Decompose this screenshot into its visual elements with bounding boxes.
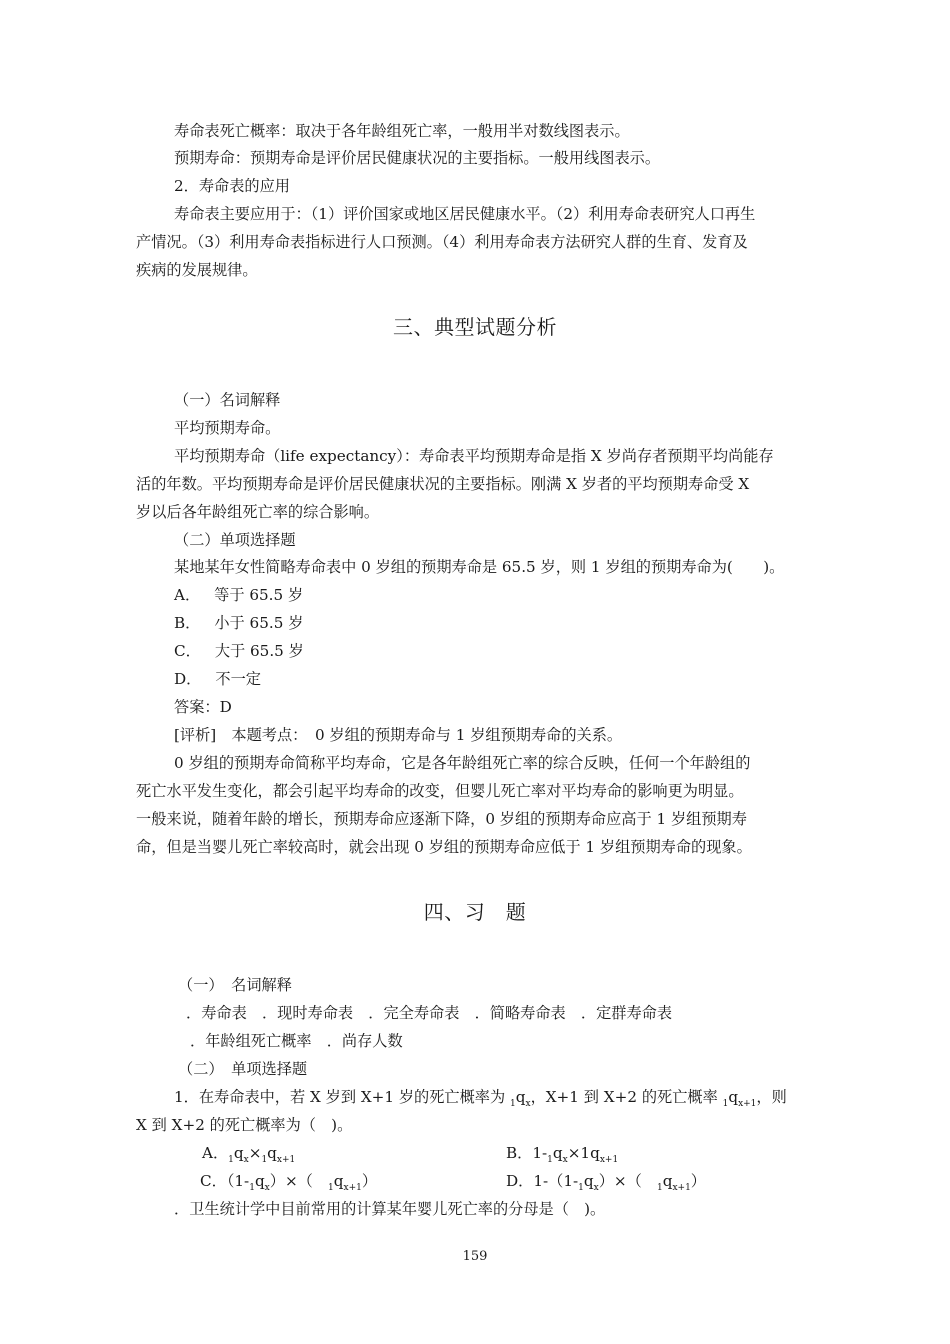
option-a: A． 等于 65.5 岁 <box>174 586 304 604</box>
question: X 到 X+2 的死亡概率为（ )。 <box>136 1116 353 1134</box>
term-list: ．寿命表 ．现时寿命表 ．完全寿命表 ．简略寿命表 ．定群寿命表 <box>186 1004 672 1022</box>
question: 1．在寿命表中，若 X 岁到 X+1 岁的死亡概率为 $_1q_x$，X+1 到 X+2 的死亡概率 $_1q_{x+1}$，则 <box>174 1088 787 1109</box>
definition: 岁以后各年龄组死亡率的综合影响。 <box>136 503 379 521</box>
page-number: 159 <box>462 1249 488 1264</box>
subsection-title: （一）名词解释 <box>174 391 281 409</box>
term-list: ．年龄组死亡概率 ．尚存人数 <box>190 1032 403 1050</box>
option-d: D．$1-(1-_1q_x)\times$（ $_1q_{x+1}$） <box>506 1172 706 1193</box>
definition: 活的年数。平均预期寿命是评价居民健康状况的主要指标。刚满 X 岁者的平均预期寿命受 X <box>136 475 750 493</box>
option-a: A．$_1q_x\times_1q_{x+1}$ <box>202 1144 296 1165</box>
option-d: D． 不一定 <box>174 670 261 688</box>
explanation: 命，但是当婴儿死亡率较高时，就会出现 0 岁组的预期寿命应低于 1 岁组预期寿命的现象。 <box>136 838 752 856</box>
paragraph: 产情况。（3）利用寿命表指标进行人口预测。（4）利用寿命表方法研究人群的生育、发育及 <box>136 233 748 251</box>
subsection-title: （二） 单项选择题 <box>178 1060 308 1078</box>
paragraph: 预期寿命：预期寿命是评价居民健康状况的主要指标。一般用线图表示。 <box>174 149 660 167</box>
paragraph: 寿命表死亡概率：取决于各年龄组死亡率，一般用半对数线图表示。 <box>174 122 630 140</box>
section-title: 四、习 题 <box>423 900 527 924</box>
question: ．卫生统计学中目前常用的计算某年婴儿死亡率的分母是（ )。 <box>174 1200 606 1218</box>
subsection-title: （一） 名词解释 <box>178 976 292 994</box>
subsection-title: （二）单项选择题 <box>174 531 296 549</box>
section-title: 三、典型试题分析 <box>393 315 557 339</box>
term: 平均预期寿命。 <box>174 419 281 437</box>
paragraph: 疾病的发展规律。 <box>136 261 258 279</box>
question: 某地某年女性简略寿命表中 0 岁组的预期寿命是 65.5 岁，则 1 岁组的预期寿命为( )。 <box>174 558 785 576</box>
paragraph: 寿命表主要应用于：（1）评价国家或地区居民健康水平。（2）利用寿命表研究人口再生 <box>174 205 756 223</box>
explanation: 死亡水平发生变化，都会引起平均寿命的改变，但婴儿死亡率对平均寿命的影响更为明显。 <box>136 782 744 800</box>
option-c: C．$(1-_1q_x)\times$（ $_1q_{x+1}$） <box>200 1172 378 1193</box>
option-b: B． 小于 65.5 岁 <box>174 614 304 632</box>
explanation: 一般来说，随着年龄的增长，预期寿命应逐渐下降，0 岁组的预期寿命应高于 1 岁组预期寿 <box>136 810 747 828</box>
analysis: [评析] 本题考点： 0 岁组的预期寿命与 1 岁组预期寿命的关系。 <box>174 726 623 744</box>
definition: 平均预期寿命（life expectancy）：寿命表平均预期寿命是指 X 岁尚存者预期平均尚能存 <box>174 447 774 465</box>
explanation: 0 岁组的预期寿命简称平均寿命，它是各年龄组死亡率的综合反映，任何一个年龄组的 <box>174 754 751 772</box>
option-c: C． 大于 65.5 岁 <box>174 642 304 660</box>
answer: 答案：D <box>174 698 232 716</box>
paragraph-heading: 2．寿命表的应用 <box>174 177 290 195</box>
option-b: B．$1-_1q_x\times 1q_{x+1}$ <box>506 1144 619 1165</box>
